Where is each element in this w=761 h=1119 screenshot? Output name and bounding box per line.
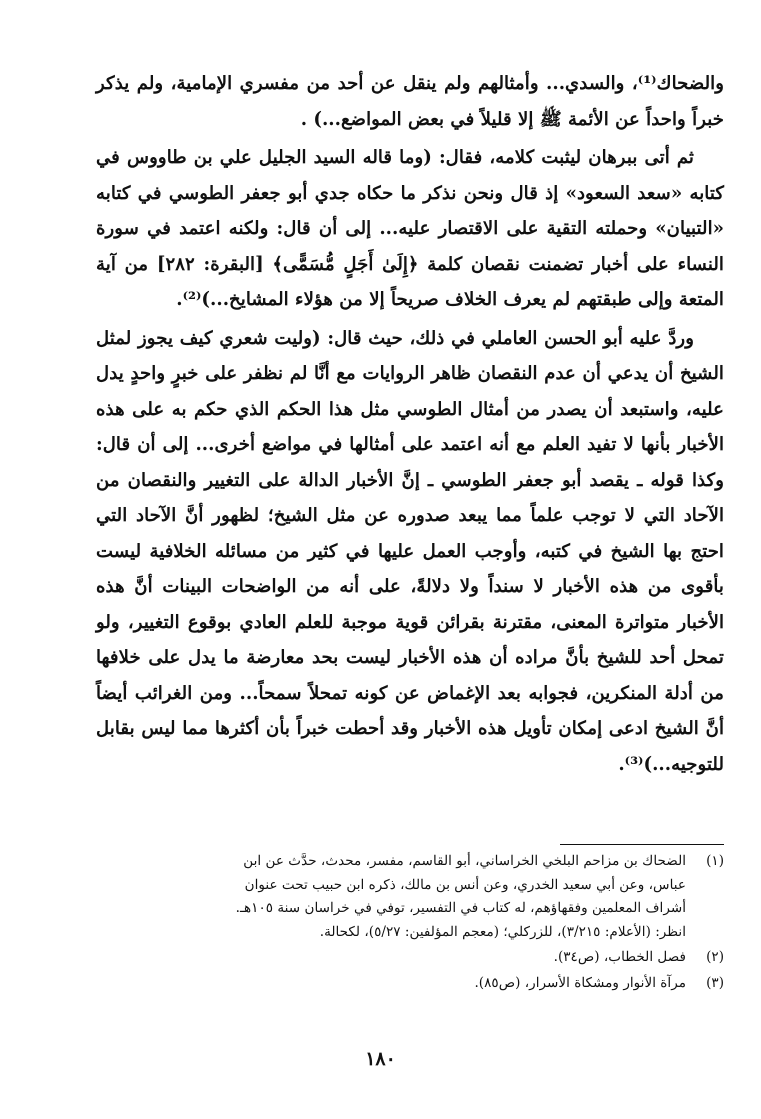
paragraph-1: والضحاك⁽¹⁾، والسدي... وأمثالهم ولم ينقل عن أحد من مفسري الإمامية، ولم يذكر خبراً واحداً عن الأئمة ﷺ إلا قليلاً في بعض المواضع...) . bbox=[96, 73, 724, 130]
paragraph-2: ثم أتى ببرهان ليثبت كلامه، فقال: (وما قاله السيد الجليل علي بن طاووس في كتابه «سعد السعود» إذ قال ونحن نذكر ما حكاه جدي أبو جعفر الطوسي في كتابه «التبيان» وحملته التقية على الاقتصار عليه... إلى أن قال: ولكنه اعتمد في سورة النساء على أخبار تضمنت نقصان كلمة ﴿إِلَىٰ أَجَلٍ مُّسَمًّى﴾ [البقرة: ٢٨٢] من آية المتعة وإلى طبقتهم لم يعرف الخلاف صريحاً إلا من هؤلاء المشايخ...)⁽²⁾. bbox=[96, 147, 724, 310]
footnote-text bbox=[96, 946, 686, 970]
footnote-line: فصل الخطاب، (ص٣٤). bbox=[553, 949, 686, 965]
footnote-number: (٣) bbox=[706, 974, 724, 991]
footnote-line: الضحاك بن مزاحم البلخي الخراساني، أبو القاسم، مفسر، محدث، حدَّث عن ابن bbox=[243, 853, 686, 869]
footnote-3 bbox=[96, 972, 724, 996]
footnote-line: عباس، وعن أبي سعيد الخدري، وعن أنس بن مالك، ذكره ابن حبيب تحت عنوان bbox=[244, 876, 686, 893]
footnotes bbox=[96, 850, 724, 997]
footnote-2 bbox=[96, 946, 724, 970]
footnote-number: (٢) bbox=[706, 949, 724, 965]
footnote-1 bbox=[96, 850, 724, 944]
footnote-line: انظر: (الأعلام: ٣/٢١٥)، للزركلي؛ (معجم المؤلفين: ٥/٢٧)، لكحالة. bbox=[319, 923, 686, 940]
footnote-separator bbox=[560, 844, 724, 845]
paragraph-3: وردَّ عليه أبو الحسن العاملي في ذلك، حيث قال: (وليت شعري كيف يجوز لمثل الشيخ أن يدعي أن عدم النقصان ظاهر الروايات مع أنَّا لم نظفر على خبرٍ واحدٍ يدل عليه، واستبعد أن يصدر من أمثال الطوسي مثل هذا الحكم الذي حكم به على هذه الأخبار بأنها لا تفيد العلم مع أنه اعتمد على أمثالها في مواضع أخرى... إلى أن قال: وكذا قوله ـ يقصد أبو جعفر الطوسي ـ إنَّ الأخبار الدالة على التغيير والنقصان من الآحاد التي لا توجب علماً مما يبعد صدوره عن مثل الشيخ؛ لظهور أنَّ الآحاد التي احتج بها الشيخ في كتبه، وأوجب العمل عليها في كثير من مسائله الخلافية ليست بأقوى من هذه الأخبار لا سنداً ولا دلالةً، على أنه من الواضحات البينات أنَّ هذه الأخبار متواترة المعنى، مقترنة بقرائن قوية موجبة للعلم العادي بوقوع التغيير، ولو تمحل أحد للشيخ بأنَّ مراده أن هذه الأخبار ليست بحد معارضة ما يدل على خلافها من أدلة المنكرين، فجوابه بعد الإغماض عن كونه تمحلاً سمحاً... ومن الغرائب أيضاً أنَّ الشيخ ادعى إمكان تأويل هذه الأخبار وقد أحطت خبراً بأن أكثرها مما ليس بقابل للتوجيه...)⁽³⁾. bbox=[96, 327, 724, 775]
footnote-text bbox=[96, 972, 686, 996]
main-text bbox=[96, 66, 724, 782]
footnote-line: مرآة الأنوار ومشكاة الأسرار، (ص٨٥). bbox=[474, 974, 686, 991]
footnote-number: (١) bbox=[706, 853, 724, 869]
footnote-text bbox=[96, 850, 686, 944]
page-number: ١٨٠ bbox=[365, 1048, 396, 1070]
footnote-line: أشراف المعلمين وفقهاؤهم، له كتاب في التفسير، توفي في خراسان سنة ١٠٥هـ. bbox=[235, 900, 686, 916]
